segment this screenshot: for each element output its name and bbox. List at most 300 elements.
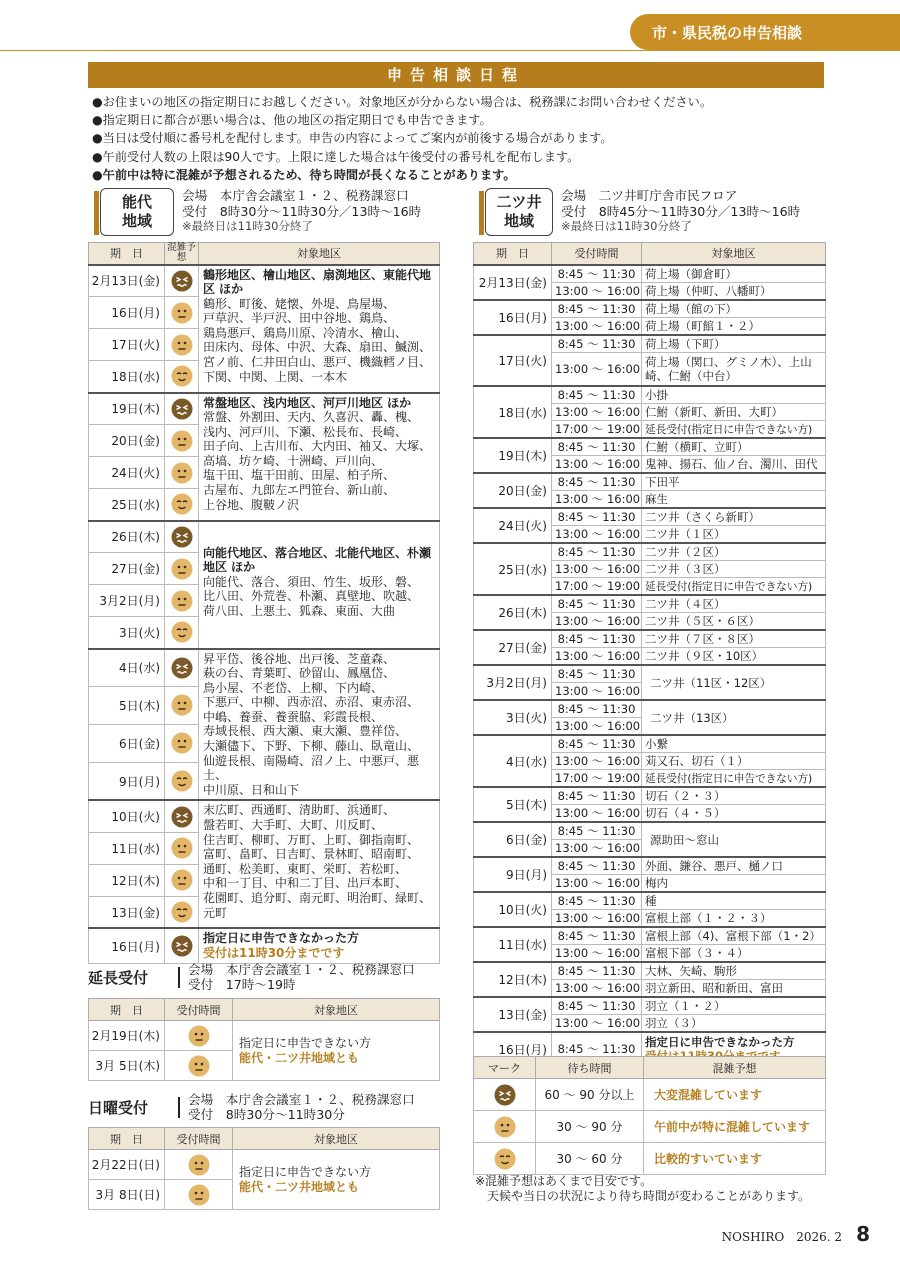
sunday-info — [188, 1092, 415, 1122]
noshiro-badge — [100, 188, 174, 236]
col-header: 期 日 — [89, 999, 165, 1021]
relaxed-face-icon — [171, 365, 193, 387]
date-cell: 16日(月) — [89, 928, 165, 963]
area-cell: 延長受付(指定日に申告できない方) — [642, 770, 826, 788]
relaxed-face-icon — [171, 621, 193, 643]
area-cell: 二ツ井（13区） — [642, 700, 826, 735]
area-line: 中和一丁目、中和二丁目、出戸本町、 — [203, 876, 408, 891]
date-cell: 3月 8日(日) — [89, 1180, 165, 1210]
date-cell: 5日(木) — [89, 686, 165, 724]
table-row — [89, 649, 440, 687]
time-cell: 13:00 ～ 16:00 — [552, 456, 642, 474]
notice-list — [92, 93, 832, 184]
area-cell: 苅又石、切石（１） — [642, 753, 826, 770]
date-cell: 20日(金) — [89, 425, 165, 457]
area-cell: 二ツ井（１区） — [642, 526, 826, 544]
date-cell: 16日(月) — [89, 297, 165, 329]
area-cell: 荷上場（館の下） — [642, 300, 826, 318]
area-line: 荷八田、上悪土、狐森、東面、大曲 — [203, 603, 396, 618]
face-cell — [165, 832, 199, 864]
time-cell: 13:00 ～ 16:00 — [552, 352, 642, 386]
area-cell: 延長受付(指定日に申告できない方) — [642, 421, 826, 439]
time-cell: 13:00 ～ 16:00 — [552, 805, 642, 823]
time-cell: 17:00 ～ 19:00 — [552, 578, 642, 596]
time-cell: 8:45 ～ 11:30 — [552, 735, 642, 753]
col-header: 期 日 — [474, 243, 552, 265]
face-cell — [165, 864, 199, 896]
area-cell: 富根上部（１・２・３） — [642, 910, 826, 928]
area-cell — [199, 928, 440, 963]
time-cell: 8:45 ～ 11:30 — [552, 892, 642, 910]
area-line: 末広町、西通町、清助町、浜通町、 — [203, 803, 396, 818]
time-cell: 13:00 ～ 16:00 — [552, 875, 642, 893]
date-cell: 19日(木) — [474, 438, 552, 473]
face-cell — [165, 1180, 233, 1210]
futatsui-badge — [485, 188, 553, 236]
futatsui-info — [561, 188, 800, 235]
face-cell — [165, 265, 199, 297]
badge-line: 地域 — [503, 212, 534, 230]
table-row — [474, 787, 826, 805]
header-rule — [0, 50, 900, 51]
footnote — [475, 1174, 810, 1204]
time-cell: 8:45 ～ 11:30 — [552, 927, 642, 945]
time-cell: 13:00 ～ 16:00 — [552, 840, 642, 858]
date-cell: 2月22日(日) — [89, 1150, 165, 1180]
sunday-table — [88, 1127, 440, 1210]
area-line: 浅内、河戸川、下瀬、松長布、長崎、 — [203, 424, 408, 439]
table-row — [474, 335, 826, 353]
time-cell: 13:00 ～ 16:00 — [552, 404, 642, 421]
hours-text: 受付 8時30分～11時30分／13時～16時 — [182, 203, 422, 219]
area-title: 向能代地区、落合地区、北能代地区、朴瀬地区 ほか — [203, 545, 432, 575]
area-line: 萩の台、青葉町、砂留山、鳳凰岱、 — [203, 666, 396, 681]
area-cell: 仁鮒（横町、立町） — [642, 438, 826, 456]
time-cell: 8:45 ～ 11:30 — [552, 508, 642, 526]
area-cell: 切石（２・３） — [642, 787, 826, 805]
very-crowded-face-icon — [171, 657, 193, 679]
date-cell: 3月2日(月) — [474, 665, 552, 700]
time-cell: 13:00 ～ 16:00 — [552, 526, 642, 544]
area-line: 鶏鳥悪戸、鶏鳥川原、冷清水、檜山、 — [203, 325, 408, 340]
area-cell: 荷上場（御倉町） — [642, 265, 826, 283]
date-cell: 17日(火) — [89, 329, 165, 361]
notice-item: ●お住まいの地区の指定期日にお越しください。対象地区が分からない場合は、税務課にお問い合わせください。 — [92, 95, 713, 109]
page-footer — [722, 1222, 870, 1246]
area-line: 比八田、外荒巻、朴瀬、真壁地、吹越、 — [203, 589, 420, 604]
date-cell: 12日(木) — [89, 864, 165, 896]
table-row — [474, 508, 826, 526]
time-cell: 8:45 ～ 11:30 — [552, 300, 642, 318]
date-cell: 6日(金) — [89, 724, 165, 762]
time-cell: 8:45 ～ 11:30 — [552, 1032, 642, 1066]
area-note: 能代・二ツ井地域とも — [239, 1050, 360, 1065]
area-title: 鶴形地区、檜山地区、扇渕地区、東能代地区 ほか — [203, 267, 432, 297]
area-line: 宮ノ前、仁井田白山、悪戸、機織轌ノ目、 — [203, 355, 432, 370]
publication-name: NOSHIRO 2026. 2 — [721, 1230, 843, 1244]
table-row — [474, 543, 826, 561]
date-cell: 18日(水) — [474, 386, 552, 438]
badge-line: 能代 — [121, 193, 152, 211]
date-cell: 6日(金) — [474, 822, 552, 857]
area-line: 塩干田、塩干田前、田屋、柏子所、 — [203, 468, 396, 483]
area-text: 指定日に申告できなかった方 — [645, 1035, 795, 1050]
venue-text: 会場 二ツ井町庁舎市民フロア — [561, 188, 738, 203]
time-cell: 13:00 ～ 16:00 — [552, 683, 642, 701]
page-number: 8 — [856, 1222, 870, 1246]
very-crowded-face-icon — [171, 526, 193, 548]
table-row — [89, 1150, 440, 1180]
hours-text: 受付 17時～19時 — [188, 977, 296, 992]
level-cell: 午前中が特に混雑しています — [644, 1111, 826, 1143]
area-cell: 荷上場（町館１・２） — [642, 317, 826, 335]
date-cell: 25日(水) — [474, 543, 552, 595]
area-cell — [199, 800, 440, 928]
wait-cell: 30 ～ 60 分 — [536, 1143, 644, 1175]
table-row — [474, 1143, 826, 1175]
date-cell: 2月19日(木) — [89, 1021, 165, 1051]
area-line: 元町 — [203, 905, 228, 920]
face-cell — [165, 297, 199, 329]
face-cell — [165, 1051, 233, 1081]
time-cell: 8:45 ～ 11:30 — [552, 822, 642, 840]
face-cell — [165, 361, 199, 393]
area-line: 昇平岱、後谷地、出戸後、芝童森、 — [203, 651, 396, 666]
time-cell: 8:45 ～ 11:30 — [552, 265, 642, 283]
table-row — [474, 595, 826, 613]
area-line: 常盤、外割田、天内、久喜沢、轟、槐、 — [203, 410, 420, 425]
date-cell: 16日(月) — [474, 1032, 552, 1066]
area-cell — [233, 1021, 440, 1081]
wait-cell: 60 ～ 90 分以上 — [536, 1079, 644, 1111]
time-cell: 8:45 ～ 11:30 — [552, 438, 642, 456]
area-cell — [199, 521, 440, 649]
very-crowded-face-icon — [171, 806, 193, 828]
area-cell: 二ツ井（11区・12区） — [642, 665, 826, 700]
area-line: 中川原、日和山下 — [203, 782, 300, 797]
area-cell: 二ツ井（９区・10区） — [642, 648, 826, 666]
col-header: 対象地区 — [642, 243, 826, 265]
table-row — [474, 892, 826, 910]
moderate-face-icon — [171, 590, 193, 612]
face-cell — [165, 649, 199, 687]
area-cell: 延長受付(指定日に申告できない方) — [642, 578, 826, 596]
date-cell: 11日(水) — [89, 832, 165, 864]
time-cell: 8:45 ～ 11:30 — [552, 543, 642, 561]
extended-info — [188, 962, 415, 992]
date-cell: 2月13日(金) — [89, 265, 165, 297]
col-header: 対象地区 — [233, 999, 440, 1021]
area-text: 指定日に申告できない方 — [239, 1035, 372, 1050]
date-cell: 24日(火) — [89, 457, 165, 489]
area-line: 下関、中関、上関、一本木 — [203, 369, 348, 384]
area-note: 能代・二ツ井地域とも — [239, 1179, 360, 1194]
face-cell — [165, 521, 199, 553]
date-cell: 4日(水) — [474, 735, 552, 787]
area-cell: 羽立（１・２） — [642, 997, 826, 1015]
area-cell: 鬼神、揚石、仙ノ台、濁川、田代 — [642, 456, 826, 474]
hours-text: 受付 8時45分～11時30分／13時～16時 — [561, 203, 801, 219]
time-cell: 13:00 ～ 16:00 — [552, 718, 642, 736]
extended-table — [88, 998, 440, 1081]
very-crowded-face-icon — [171, 270, 193, 292]
time-cell: 13:00 ～ 16:00 — [552, 753, 642, 770]
date-cell: 25日(水) — [89, 489, 165, 521]
table-row — [474, 962, 826, 980]
area-cell: 荷上場（関口、グミノ木）、上山崎、仁鮒（中台） — [642, 352, 826, 386]
time-cell: 8:45 ～ 11:30 — [552, 962, 642, 980]
area-cell: 二ツ井（さくら新町） — [642, 508, 826, 526]
area-text: 指定日に申告できない方 — [239, 1164, 372, 1179]
area-cell: 富根上部（4)、富根下部（1・2） — [642, 927, 826, 945]
date-cell: 18日(水) — [89, 361, 165, 393]
face-cell — [165, 896, 199, 928]
time-cell: 13:00 ～ 16:00 — [552, 980, 642, 998]
face-cell — [165, 553, 199, 585]
date-cell: 24日(火) — [474, 508, 552, 543]
note-text: ※最終日は11時30分終了 — [561, 219, 692, 233]
notice-item: ●当日は受付順に番号札を配付します。申告の内容によってご案内が前後する場合があります。 — [92, 131, 613, 146]
time-cell: 13:00 ～ 16:00 — [552, 945, 642, 963]
time-cell: 13:00 ～ 16:00 — [552, 1015, 642, 1033]
area-line: 仙遊長根、南陽崎、沼ノ上、中悪戸、悪土、 — [203, 753, 420, 783]
venue-text: 会場 本庁舎会議室１・２、税務課窓口 — [188, 962, 415, 977]
date-cell: 3日(火) — [89, 617, 165, 649]
sunday-header — [88, 1092, 415, 1122]
area-cell: 種 — [642, 892, 826, 910]
face-cell — [165, 800, 199, 832]
face-cell — [474, 1079, 536, 1111]
col-header: 混雑予想 — [644, 1057, 826, 1079]
time-cell: 13:00 ～ 16:00 — [552, 613, 642, 631]
area-cell — [233, 1150, 440, 1210]
moderate-face-icon — [171, 694, 193, 716]
face-cell — [165, 393, 199, 425]
area-line: 住吉町、柳町、万町、上町、御指南町、 — [203, 832, 420, 847]
face-cell — [165, 617, 199, 649]
date-cell: 19日(木) — [89, 393, 165, 425]
area-note: 受付は11時30分までです — [203, 946, 345, 961]
table-row — [474, 473, 826, 491]
table-row — [89, 521, 440, 553]
face-cell — [165, 686, 199, 724]
date-cell: 27日(金) — [89, 553, 165, 585]
area-cell: 梅内 — [642, 875, 826, 893]
area-line: 田子向、上古川布、大内田、袖又、大塚、 — [203, 439, 432, 454]
face-cell — [165, 489, 199, 521]
futatsui-area-header — [485, 188, 800, 236]
footnote-line: 天候や当日の状況により待ち時間が変わることがあります。 — [487, 1189, 811, 1203]
area-line: 鶴形、町後、姥懐、外堤、鳥屋場、 — [203, 296, 396, 311]
date-cell: 9日(月) — [474, 857, 552, 892]
date-cell: 20日(金) — [474, 473, 552, 508]
level-cell: 大変混雑しています — [644, 1079, 826, 1111]
table-row — [474, 857, 826, 875]
area-cell: 荷上場（下町） — [642, 335, 826, 353]
date-cell: 27日(金) — [474, 630, 552, 665]
time-cell: 17:00 ～ 19:00 — [552, 421, 642, 439]
date-cell: 12日(木) — [474, 962, 552, 997]
area-line: 盤若町、大手町、大町、川反町、 — [203, 818, 384, 833]
moderate-face-icon — [188, 1025, 210, 1047]
face-cell — [474, 1143, 536, 1175]
footnote-line: ※混雑予想はあくまで目安です。 — [475, 1174, 653, 1188]
relaxed-face-icon — [171, 493, 193, 515]
area-cell: 小掛 — [642, 386, 826, 404]
table-row — [89, 800, 440, 832]
area-line: 富町、畠町、日吉町、景林町、昭南町、 — [203, 847, 420, 862]
moderate-face-icon — [171, 334, 193, 356]
area-cell: 荷上場（仲町、八幡町） — [642, 282, 826, 300]
relaxed-face-icon — [171, 770, 193, 792]
noshiro-info — [182, 188, 421, 235]
face-cell — [165, 928, 199, 963]
area-cell: 二ツ井（４区） — [642, 595, 826, 613]
date-cell: 10日(火) — [89, 800, 165, 832]
table-row — [474, 1111, 826, 1143]
moderate-face-icon — [171, 837, 193, 859]
area-line: 高塙、坊ケ崎、十洲崎、戸川向、 — [203, 453, 384, 468]
time-cell: 13:00 ～ 16:00 — [552, 317, 642, 335]
col-header: 受付時間 — [165, 1128, 233, 1150]
area-cell: 小繋 — [642, 735, 826, 753]
moderate-face-icon — [171, 732, 193, 754]
congestion-legend-table — [473, 1056, 826, 1175]
col-header: 期 日 — [89, 1128, 165, 1150]
noshiro-area-header — [100, 188, 421, 236]
col-header: 対象地区 — [233, 1128, 440, 1150]
face-cell — [165, 762, 199, 800]
time-cell: 8:45 ～ 11:30 — [552, 473, 642, 491]
area-cell — [199, 649, 440, 801]
notice-item: ●指定期日に都合が悪い場合は、他の地区の指定期日でも申告できます。 — [92, 113, 492, 128]
area-line: 田床内、母体、中沢、大森、扇田、鰄渕、 — [203, 340, 432, 355]
relaxed-face-icon — [494, 1148, 516, 1170]
area-cell: 切石（４・５） — [642, 805, 826, 823]
badge-line: 地域 — [121, 212, 152, 230]
moderate-face-icon — [171, 302, 193, 324]
section-title: 市・県民税の申告相談 — [652, 23, 803, 42]
table-row — [474, 822, 826, 840]
table-row — [474, 438, 826, 456]
area-line: 通町、松美町、東町、栄町、若松町、 — [203, 861, 408, 876]
moderate-face-icon — [188, 1184, 210, 1206]
section-title-tab — [630, 14, 900, 50]
very-crowded-face-icon — [171, 398, 193, 420]
date-cell: 17日(火) — [474, 335, 552, 387]
table-row — [474, 630, 826, 648]
area-cell — [199, 265, 440, 393]
col-header: 期 日 — [89, 243, 165, 265]
area-cell: 大林、矢崎、駒形 — [642, 962, 826, 980]
date-cell: 3日(火) — [474, 700, 552, 735]
area-cell: 外面、鎌谷、悪戸、樋ノ口 — [642, 857, 826, 875]
date-cell: 16日(月) — [474, 300, 552, 335]
date-cell: 11日(水) — [474, 927, 552, 962]
note-text: ※最終日は11時30分終了 — [182, 219, 313, 233]
area-cell: 二ツ井（７区・８区） — [642, 630, 826, 648]
col-header: 受付時間 — [165, 999, 233, 1021]
face-cell — [474, 1111, 536, 1143]
schedule-title: 申告相談日程 — [88, 62, 824, 88]
col-header: マーク — [474, 1057, 536, 1079]
noshiro-schedule-table — [88, 242, 440, 964]
date-cell: 9日(月) — [89, 762, 165, 800]
area-line: 鳥小屋、不老岱、上柳、下内崎、 — [203, 680, 384, 695]
moderate-face-icon — [171, 869, 193, 891]
area-line: 向能代、落合、須田、竹生、坂形、磐、 — [203, 574, 420, 589]
relaxed-face-icon — [171, 901, 193, 923]
venue-text: 会場 本庁舎会議室１・２、税務課窓口 — [188, 1092, 415, 1107]
face-cell — [165, 457, 199, 489]
area-line: 古屋布、九郎左エ門笹台、新山前、 — [203, 483, 396, 498]
time-cell: 8:45 ～ 11:30 — [552, 386, 642, 404]
area-line: 中嶋、養蚕、養蚕脇、彩霞長根、 — [203, 709, 384, 724]
notice-item: ●午前受付人数の上限は90人です。上限に達した場合は午後受付の番号札を配布します。 — [92, 149, 580, 164]
table-row — [474, 1079, 826, 1111]
moderate-face-icon — [188, 1055, 210, 1077]
date-cell: 5日(木) — [474, 787, 552, 822]
time-cell: 8:45 ～ 11:30 — [552, 787, 642, 805]
date-cell: 3月 5日(木) — [89, 1051, 165, 1081]
moderate-face-icon — [171, 430, 193, 452]
table-row — [474, 265, 826, 283]
area-title: 常盤地区、浅内地区、河戸川地区 ほか — [203, 395, 412, 410]
area-line: 下悪戸、中柳、西赤沼、赤沼、東赤沼、 — [203, 695, 420, 710]
table-row — [474, 927, 826, 945]
area-line: 大瀬儘下、下野、下柳、藤山、臥竜山、 — [203, 739, 420, 754]
time-cell: 8:45 ～ 11:30 — [552, 595, 642, 613]
table-row — [474, 665, 826, 683]
area-cell — [199, 393, 440, 521]
area-line: 戸草沢、半戸沢、田中谷地、鶏鳥、 — [203, 311, 396, 326]
time-cell: 8:45 ～ 11:30 — [552, 857, 642, 875]
area-cell: 羽立新田、昭和新田、富田 — [642, 980, 826, 998]
area-cell: 下田平 — [642, 473, 826, 491]
col-header: 受付時間 — [552, 243, 642, 265]
area-cell: 羽立（３） — [642, 1015, 826, 1033]
moderate-face-icon — [188, 1154, 210, 1176]
time-cell: 8:45 ～ 11:30 — [552, 665, 642, 683]
table-row — [474, 700, 826, 718]
table-row — [474, 735, 826, 753]
table-row — [89, 393, 440, 425]
date-cell: 4日(水) — [89, 649, 165, 687]
date-cell: 13日(金) — [89, 896, 165, 928]
table-row — [89, 265, 440, 297]
area-line: 上谷地、腹鞁ノ沢 — [203, 497, 300, 512]
date-cell: 13日(金) — [474, 997, 552, 1032]
col-header: 対象地区 — [199, 243, 440, 265]
venue-text: 会場 本庁舎会議室１・２、税務課窓口 — [182, 188, 409, 203]
moderate-face-icon — [494, 1116, 516, 1138]
extended-title: 延長受付 — [88, 967, 180, 988]
hours-text: 受付 8時30分～11時30分 — [188, 1107, 345, 1122]
futatsui-schedule-table — [473, 242, 826, 1067]
time-cell: 13:00 ～ 16:00 — [552, 648, 642, 666]
area-cell: 二ツ井（２区） — [642, 543, 826, 561]
moderate-face-icon — [171, 558, 193, 580]
extended-header — [88, 962, 415, 992]
date-cell: 2月13日(金) — [474, 265, 552, 300]
date-cell: 26日(木) — [89, 521, 165, 553]
very-crowded-face-icon — [171, 935, 193, 957]
notice-item: ●午前中は特に混雑が予想されるため、待ち時間が長くなることがあります。 — [92, 167, 516, 182]
badge-line: 二ツ井 — [496, 193, 542, 211]
area-cell: 二ツ井（５区・６区） — [642, 613, 826, 631]
date-cell: 3月2日(月) — [89, 585, 165, 617]
time-cell: 13:00 ～ 16:00 — [552, 282, 642, 300]
